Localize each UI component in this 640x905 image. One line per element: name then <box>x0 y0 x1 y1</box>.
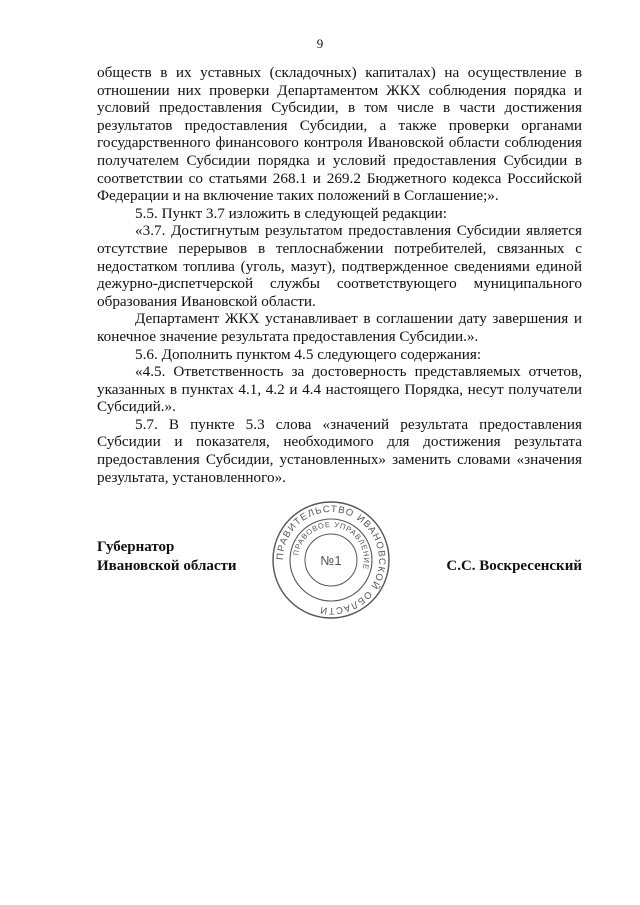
stamp-inner-text: ПРАВОВОЕ УПРАВЛЕНИЕ <box>291 519 372 571</box>
page-number: 9 <box>316 36 324 51</box>
paragraph-continuation: обществ в их уставных (складочных) капиталах) на осуществление в отношении них проверки Департаментом ЖКХ соблюдения порядка и условий предоставления Субсидии, в том числе в части достижения результатов предоставления Субсидии, а также проверки органами государственного финансового контроля Ивановской области соблюдения получателем Субсидии порядка и условий предоставления Субсидии в соответствии со статьями 268.1 и 269.2 Бюджетного кодекса Российской Федерации и на включение таких положений в Соглашение;». <box>97 64 582 205</box>
paragraph-item-3-7: «3.7. Достигнутым результатом предоставления Субсидии является отсутствие перерывов в теплоснабжении потребителей, связанных с недостатком топлива (уголь, мазут), подтвержденное сведениями единой дежурно-диспетчерской службы соответствующего муниципального образования Ивановской области. <box>97 222 582 310</box>
paragraph-item-5-6: 5.6. Дополнить пунктом 4.5 следующего содержания: <box>135 345 482 363</box>
paragraph-item-4-5: «4.5. Ответственность за достоверность представляемых отчетов, указанных в пунктах 4.1, 4.2 и 4.4 настоящего Порядка, несут получатели Субсидий.». <box>97 363 582 416</box>
paragraph-item-5-5: 5.5. Пункт 3.7 изложить в следующей редакции: <box>135 204 448 222</box>
stamp-outer-text: ПРАВИТЕЛЬСТВО ИВАНОВСКОЙ ОБЛАСТИ <box>274 503 388 617</box>
paragraph-department-agreement: Департамент ЖКХ устанавливает в соглашении дату завершения и конечное значение результата предоставления Субсидии.». <box>97 310 582 345</box>
signature-title <box>97 538 237 576</box>
signature-title-line2: Ивановской области <box>97 558 237 574</box>
document-body <box>97 64 582 486</box>
official-stamp-icon <box>270 499 392 621</box>
paragraph-item-5-7: 5.7. В пункте 5.3 слова «значений результата предоставления Субсидии и показателя, необходимого для достижения результата предоставления Субсидии, установленных» заменить словами «значения результата, установленного». <box>97 415 582 486</box>
signature-title-line1: Губернатор <box>97 539 175 555</box>
signature-name: С.С. Воскресенский <box>446 558 582 574</box>
stamp-number: №1 <box>320 553 342 568</box>
